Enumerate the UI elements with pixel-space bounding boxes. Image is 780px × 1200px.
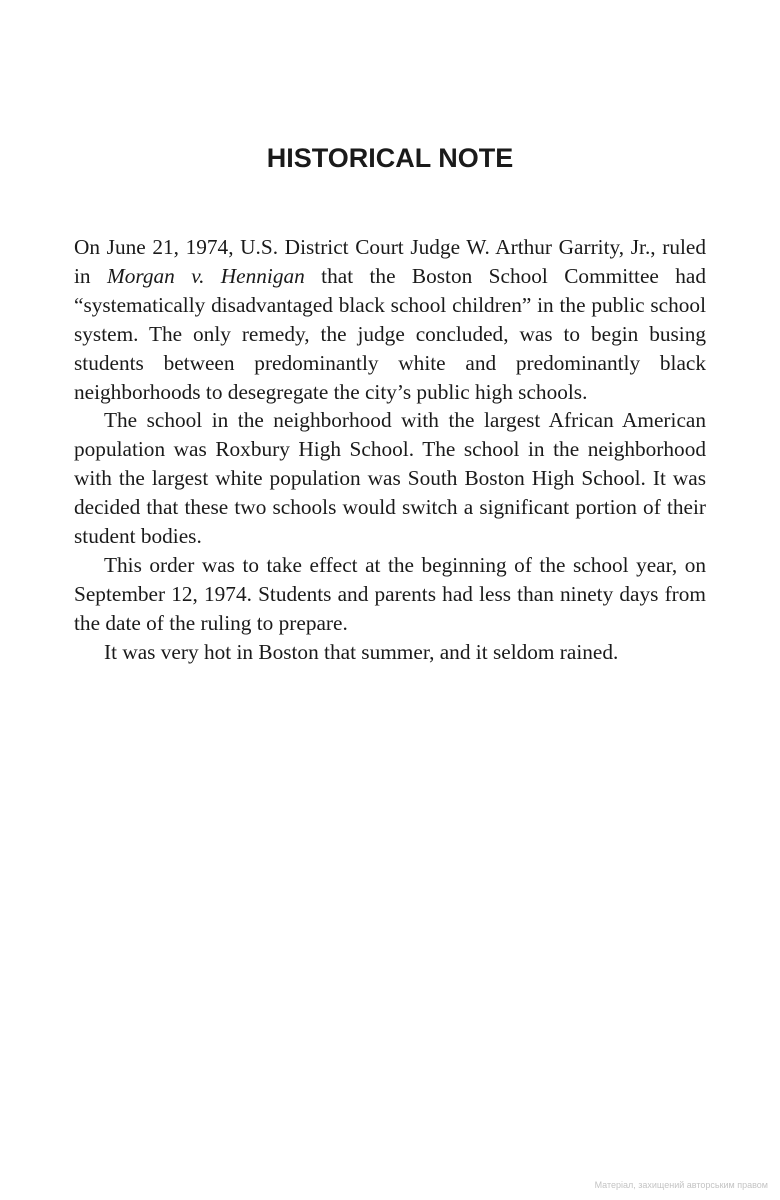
page-title: HISTORICAL NOTE	[266, 143, 514, 173]
body-text	[74, 233, 706, 667]
paragraph-1-text-after: that the Boston School Committee had “systematically disadvantaged black school children” in the public school system. The only remedy, the judge concluded, was to begin busing students between predominantly white and predominantly black neighborhoods to desegregate the city’s public high schools.	[74, 263, 706, 404]
case-name-italic: Morgan v. Hennigan	[106, 263, 305, 288]
paragraph-2: The school in the neighborhood with the largest African American population was Roxbury High School. The school in the neighborhood with the largest white population was South Boston High School. It was decided that these two schools would switch a significant portion of their student bodies.	[74, 408, 706, 549]
paragraph-3: This order was to take effect at the beginning of the school year, on September 12, 1974. Students and parents had less than ninety days from the date of the ruling to prepare.	[74, 552, 706, 635]
paragraph-4: It was very hot in Boston that summer, and it seldom rained.	[104, 639, 619, 664]
copyright-watermark: Матеріал, захищений авторським правом	[594, 1180, 768, 1190]
paragraph-1	[74, 233, 706, 406]
paragraph-1-text-before: On June 21, 1974, U.S. District Court Judge W. Arthur Garrity, Jr., ruled in	[74, 235, 706, 288]
